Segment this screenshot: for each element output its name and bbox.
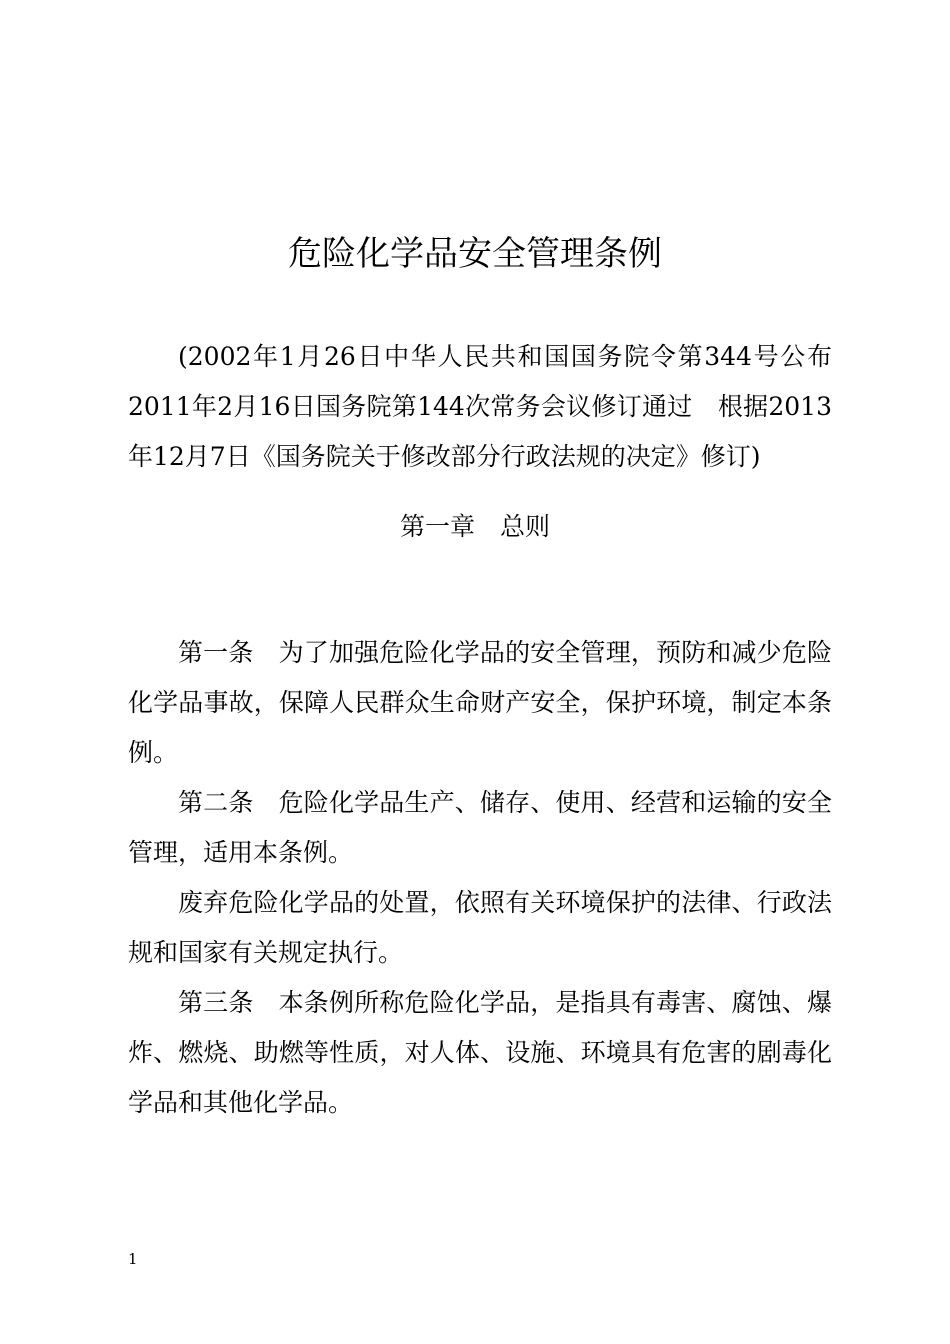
article-paragraph-4: 第三条 本条例所称危险化学品，是指具有毒害、腐蚀、爆炸、燃烧、助燃等性质，对人体、设施、环境具有危害的剧毒化学品和其他化学品。 [128,988,832,1117]
chapter-heading: 第一章 总则 [399,512,550,541]
document-title: 危险化学品安全管理条例 [288,234,662,274]
publication-note: (2002年1月26日中华人民共和国国务院令第344号公布 2011年2月16日国务院第144次常务会议修订通过 根据2013年12月7日《国务院关于修改部分行政法规的决定》修订) [128,342,858,471]
article-list [128,628,832,1128]
article-paragraph-2: 第二条 危险化学品生产、储存、使用、经营和运输的安全管理，适用本条例。 [128,788,832,867]
article-paragraph-1: 第一条 为了加强危险化学品的安全管理，预防和减少危险化学品事故，保障人民群众生命财产安全，保护环境，制定本条例。 [128,638,832,767]
article-paragraph-3: 废弃危险化学品的处置，依照有关环境保护的法律、行政法规和国家有关规定执行。 [128,888,832,967]
page-number: 1 [128,1250,138,1268]
